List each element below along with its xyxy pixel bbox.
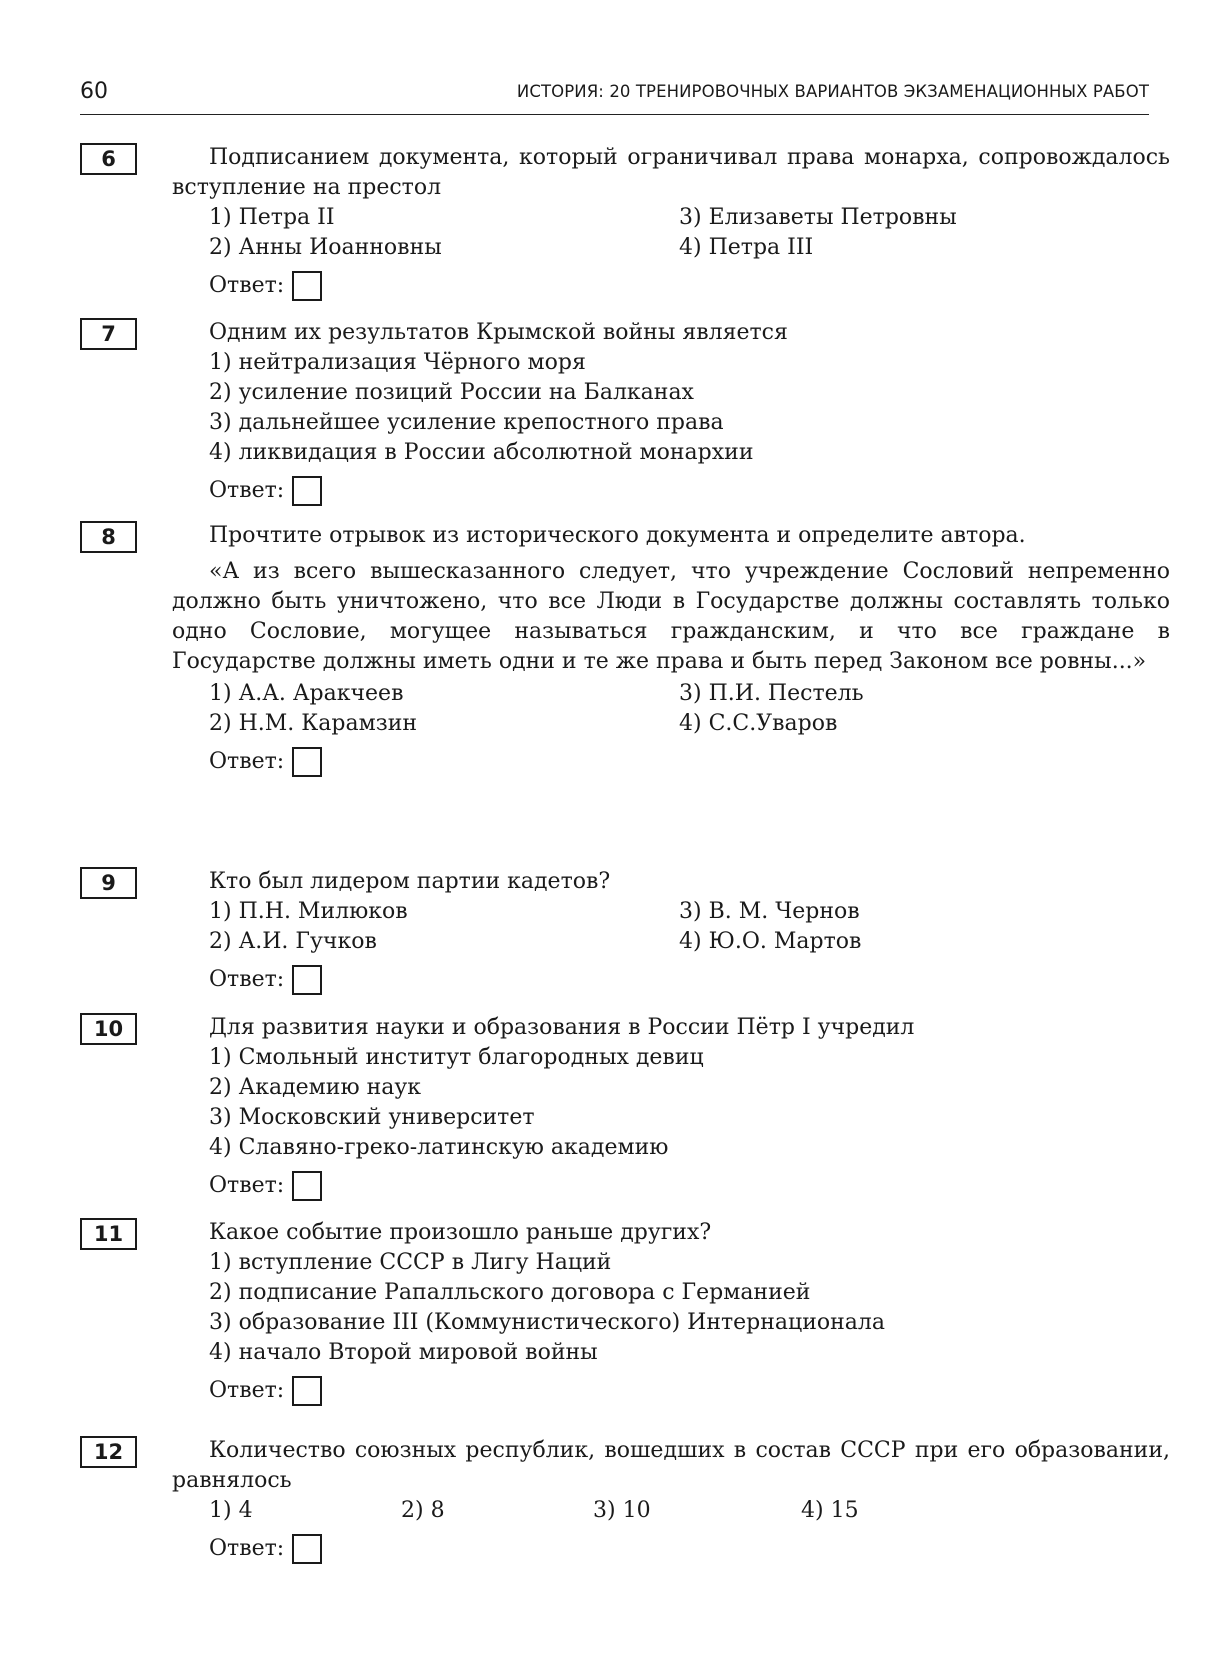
task-number: 6 [80,143,137,175]
question-text: Подписанием документа, который ограничивал права монарха, сопровождалось вступление на престол [172,145,1170,200]
option: 2) усиление позиций России на Балканах [209,380,694,405]
answer-row [172,269,1170,303]
answer-row [172,474,1170,508]
answer-label: Ответ: [209,478,285,503]
option: 3) П.И. Пестель [679,681,864,706]
answer-row [172,1374,1170,1408]
option: 4) Ю.О. Мартов [679,929,862,954]
answer-box[interactable] [292,1376,322,1406]
question-text: Количество союзных республик, вошедших в состав СССР при его образовании, равнялось [172,1438,1170,1493]
option: 2) 8 [401,1498,445,1523]
option: 3) В. М. Чернов [679,899,860,924]
answer-row [172,963,1170,997]
header-divider [80,114,1149,115]
running-title: ИСТОРИЯ: 20 ТРЕНИРОВОЧНЫХ ВАРИАНТОВ ЭКЗАМЕНАЦИОННЫХ РАБОТ [516,82,1149,101]
answer-row [172,745,1170,779]
option: 1) Смольный институт благородных девиц [209,1045,704,1070]
option: 1) Петра II [209,205,335,230]
page-number: 60 [80,79,108,104]
question-text: Одним их результатов Крымской войны является [209,320,788,345]
option: 4) Славяно-греко-латинскую академию [209,1135,669,1160]
option: 3) 10 [593,1498,651,1523]
option: 4) 15 [801,1498,859,1523]
answer-label: Ответ: [209,1173,285,1198]
answer-label: Ответ: [209,749,285,774]
task-number: 9 [80,867,137,899]
option: 2) Академию наук [209,1075,422,1100]
question-text: Кто был лидером партии кадетов? [209,869,611,894]
task-number: 12 [80,1436,137,1468]
answer-box[interactable] [292,271,322,301]
answer-row [172,1169,1170,1203]
document-quote: «А из всего вышесказанного следует, что учреждение Сословий непременно должно быть уничтожено, что все Люди в Государстве должны составлять только одно Сословие, могущее называться гражданским, и что все граждане в Государстве должны иметь одни и те же права и быть перед Законом все ровны...» [172,559,1170,674]
answer-box[interactable] [292,747,322,777]
option: 3) дальнейшее усиление крепостного права [209,410,724,435]
answer-row [172,1532,1170,1566]
answer-box[interactable] [292,1534,322,1564]
answer-box[interactable] [292,476,322,506]
option: 1) П.Н. Милюков [209,899,408,924]
option: 2) Анны Иоанновны [209,235,442,260]
options [172,897,1170,957]
option: 3) Московский университет [209,1105,535,1130]
answer-label: Ответ: [209,273,285,298]
options [172,1496,1170,1526]
option: 1) А.А. Аракчеев [209,681,404,706]
task-number: 7 [80,318,137,350]
option: 2) А.И. Гучков [209,929,377,954]
task-number: 8 [80,521,137,553]
option: 4) С.С.Уваров [679,711,838,736]
option: 2) Н.М. Карамзин [209,711,418,736]
answer-box[interactable] [292,1171,322,1201]
option: 4) Петра III [679,235,814,260]
option: 4) ликвидация в России абсолютной монархии [209,440,754,465]
option: 3) образование III (Коммунистического) Интернационала [209,1310,885,1335]
option: 3) Елизаветы Петровны [679,205,957,230]
option: 1) 4 [209,1498,253,1523]
option: 1) нейтрализация Чёрного моря [209,350,586,375]
options [172,203,1170,263]
option: 1) вступление СССР в Лигу Наций [209,1250,612,1275]
option: 4) начало Второй мировой войны [209,1340,598,1365]
option: 2) подписание Рапалльского договора с Германией [209,1280,811,1305]
answer-label: Ответ: [209,967,285,992]
task-number: 11 [80,1218,137,1250]
task-number: 10 [80,1013,137,1045]
options [172,679,1170,739]
answer-label: Ответ: [209,1536,285,1561]
answer-label: Ответ: [209,1378,285,1403]
question-text: Для развития науки и образования в России Пётр I учредил [209,1015,915,1040]
answer-box[interactable] [292,965,322,995]
question-text: Какое событие произошло раньше других? [209,1220,712,1245]
question-text: Прочтите отрывок из исторического документа и определите автора. [209,523,1026,548]
